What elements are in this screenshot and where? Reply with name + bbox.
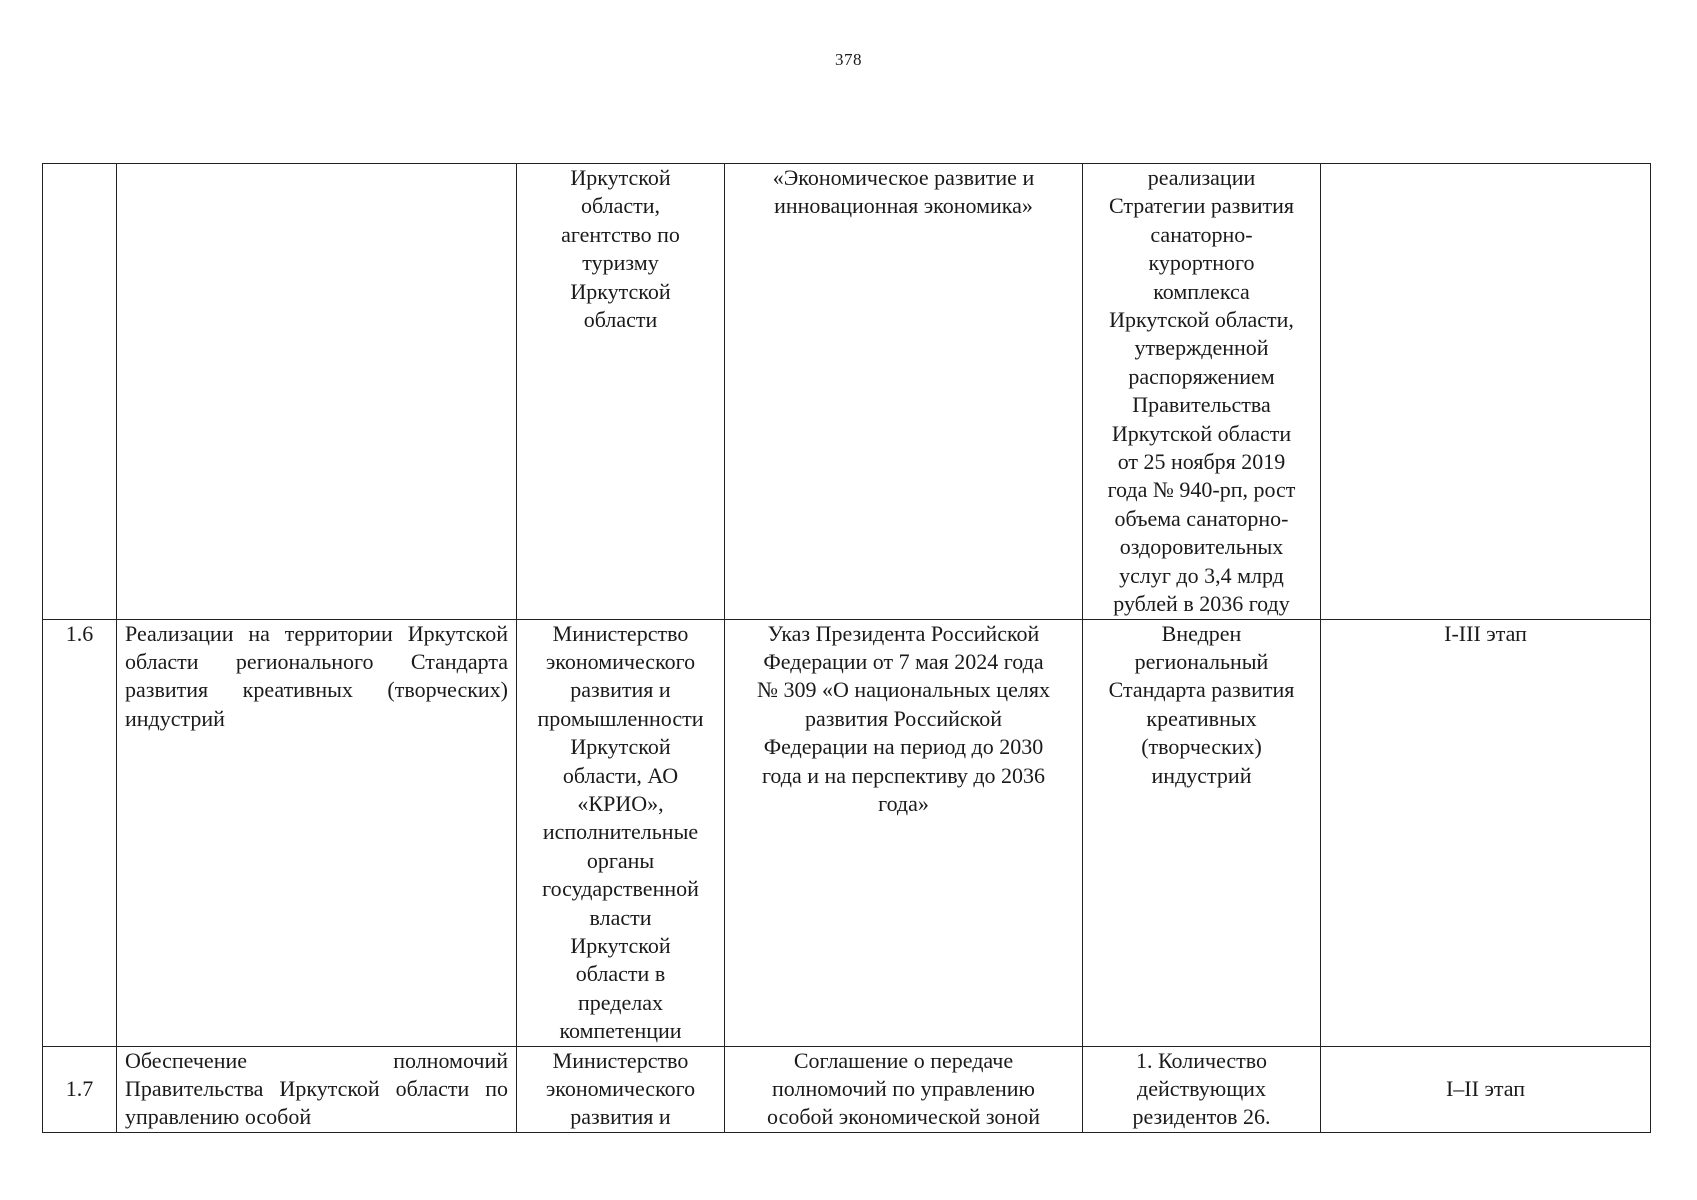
page-number: 378 [835,50,862,69]
responsible-cell: Иркутской области, агентство по туризму Иркутской области [517,164,725,620]
table-row [43,619,1651,1046]
result-cell: 1. Количество действующих резидентов 26. [1083,1046,1321,1132]
row-number-cell [43,164,117,620]
measure-name-cell: Реализации на территории Иркутской области регионального Стандарта развития креативных (творческих) индустрий [117,619,517,1046]
basis-cell: Указ Президента Российской Федерации от 7 мая 2024 года № 309 «О национальных целях развития Российской Федерации на период до 2030 года и на перспективу до 2036 года» [725,619,1083,1046]
stage-cell [1321,164,1651,620]
basis-cell: «Экономическое развитие и инновационная экономика» [725,164,1083,620]
result-cell: реализации Стратегии развития санаторно- курортного комплекса Иркутской области, утвержденной распоряжением Правительства Иркутской области от 25 ноября 2019 года № 940-рп, рост объема санаторно- оздоровительных услуг до 3,4 млрд рублей в 2036 году [1083,164,1321,620]
measures-table [42,163,1651,1133]
row-number-cell: 1.6 [43,619,117,1046]
table-row [43,164,1651,620]
stage-cell: I-III этап [1321,619,1651,1046]
measure-name-cell [117,164,517,620]
stage-cell: I–II этап [1321,1046,1651,1132]
basis-cell: Соглашение о передаче полномочий по управлению особой экономической зоной [725,1046,1083,1132]
result-cell: Внедрен региональный Стандарта развития креативных (творческих) индустрий [1083,619,1321,1046]
responsible-cell: Министерство экономического развития и [517,1046,725,1132]
row-number-cell: 1.7 [43,1046,117,1132]
table-row [43,1046,1651,1132]
measure-name-cell: Обеспечение полномочий Правительства Иркутской области по управлению особой [117,1046,517,1132]
responsible-cell: Министерство экономического развития и промышленности Иркутской области, АО «КРИО», исполнительные органы государственной власти Иркутской области в пределах компетенции [517,619,725,1046]
